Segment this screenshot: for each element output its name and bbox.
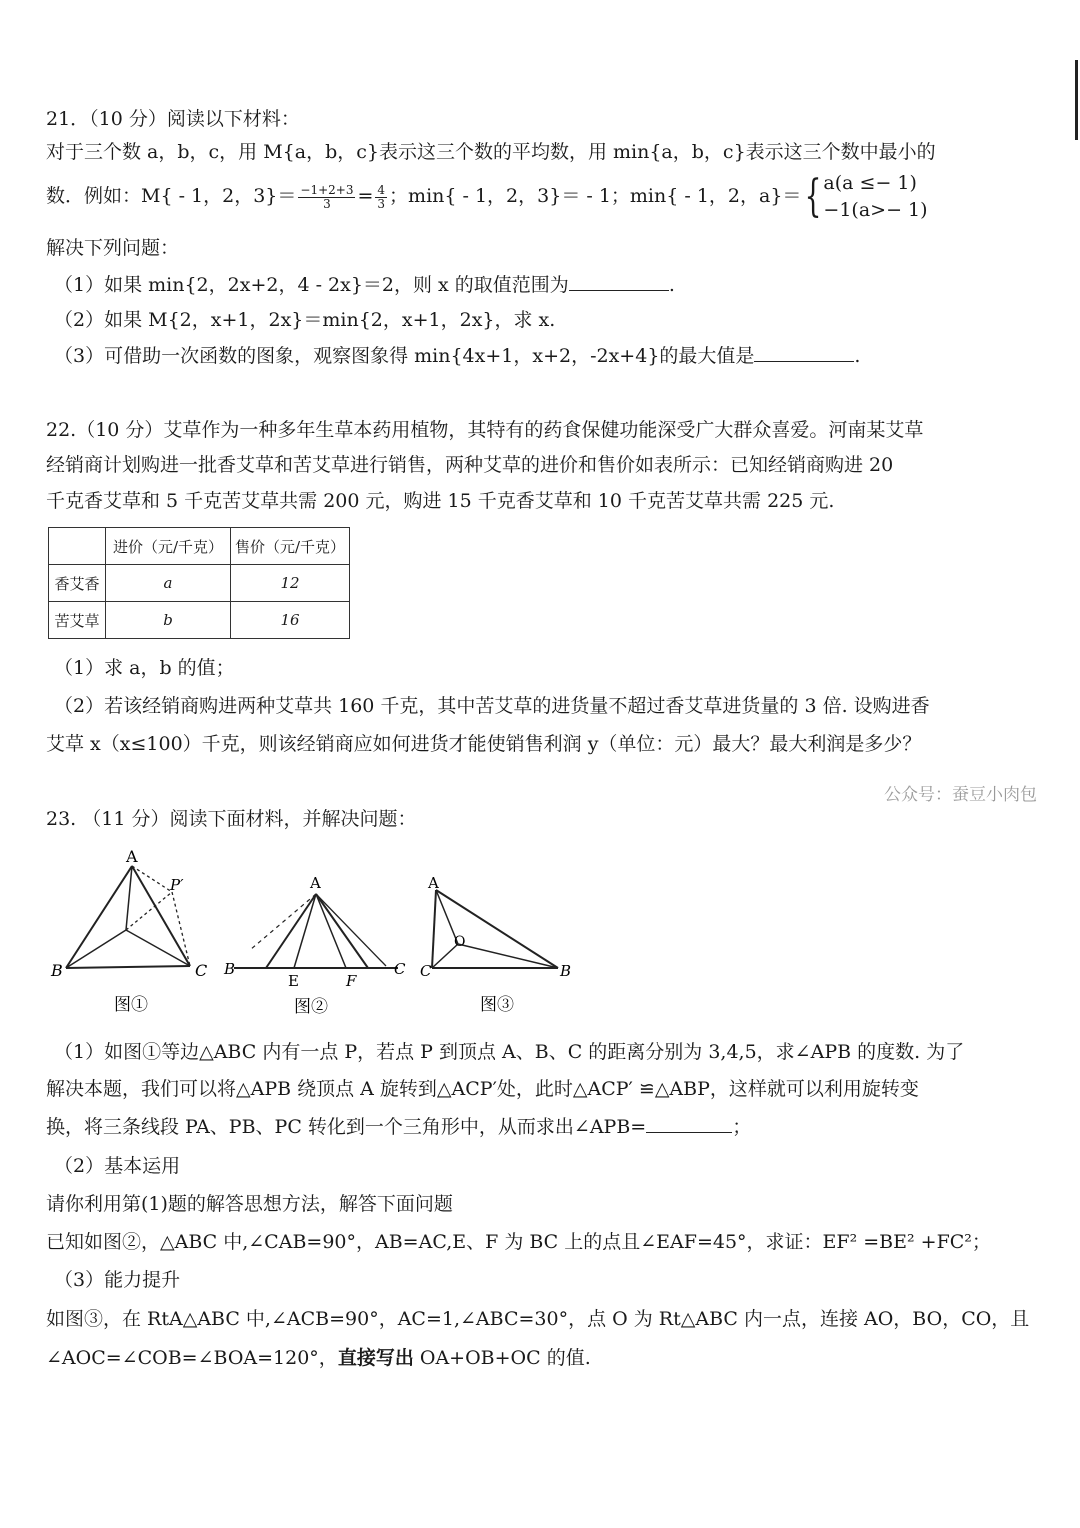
table-header-row: [49, 528, 350, 565]
q22-line1: 22.（10 分）艾草作为一种多年生草本药用植物，其特有的药食保健功能深受广大群众喜爱。河南某艾草: [46, 419, 924, 441]
fraction-numerator: −1+2+3: [300, 182, 354, 197]
fraction-numerator: 4: [377, 182, 386, 197]
fig1-label-p-prime: P′: [170, 876, 184, 894]
fraction-mean: [298, 184, 355, 211]
fig1-label-c: C: [195, 961, 208, 980]
q23-part2-line2: 已知如图②，△ABC 中,∠CAB=90°，AB=AC,E、F 为 BC 上的点且∠EAF=45°，求证：EF² =BE² +FC²；: [46, 1231, 991, 1253]
table-header-cell: 售价（元/千克）: [231, 528, 350, 565]
q23-part1-line1: （1）如图①等边△ABC 内有一点 P，若点 P 到顶点 A、B、C 的距离分别为 3,4,5，求∠APB 的度数. 为了: [54, 1041, 965, 1063]
q21-title: 21．（10 分）阅读以下材料：: [46, 108, 300, 130]
period: .: [854, 345, 861, 367]
fig3-label-o: O: [454, 934, 466, 950]
q21-intro-line1: 对于三个数 a，b，c，用 M{a，b，c}表示这三个数的平均数，用 min{a，b，c}表示这三个数中最小的: [46, 141, 936, 163]
period: .: [668, 274, 675, 296]
table-row: [49, 565, 350, 602]
figure-2: [222, 866, 412, 1016]
fig3-caption: 图③: [480, 995, 514, 1015]
segment-bp: [66, 930, 126, 968]
fraction-denominator: 3: [323, 196, 331, 211]
scan-edge-mark: [1075, 60, 1078, 140]
case-2: −1(a>− 1): [823, 199, 928, 221]
left-brace-icon: {: [805, 171, 822, 222]
answer-blank[interactable]: [646, 1114, 732, 1133]
q23-part1-line3: [46, 1114, 751, 1139]
figure-1: [46, 846, 216, 1016]
q21-part1-text: （1）如果 min{2，2x+2，4 - 2x}＝2，则 x 的取值范围为: [54, 274, 569, 296]
q23-part3-line1: 如图③，在 RtA△ABC 中,∠ACB=90°，AC=1,∠ABC=30°，点 O 为 Rt△ABC 内一点，连接 AO，BO，CO，且: [46, 1308, 1030, 1330]
fig2-label-e: E: [288, 972, 299, 990]
table-cell: a: [106, 565, 231, 602]
table-row: [49, 602, 350, 639]
table-cell: 16: [231, 602, 350, 639]
edge-bc: [66, 966, 190, 968]
q23-part3-line2: [46, 1346, 591, 1370]
q22-line3: 千克香艾草和 5 千克苦艾草共需 200 元，购进 15 千克香艾草和 10 千克苦艾草共需 225 元.: [46, 490, 835, 512]
answer-blank[interactable]: [569, 272, 669, 291]
q23-part1-line2: 解决本题，我们可以将△APB 绕顶点 A 旋转到△ACP′处，此时△ACP′ ≌△ABP，这样就可以利用旋转变: [46, 1078, 919, 1100]
table-cell: 12: [231, 565, 350, 602]
fig1-caption: 图①: [114, 995, 148, 1015]
fig2-caption: 图②: [294, 997, 328, 1016]
segment-ap-prime: [132, 866, 172, 892]
equals-sign: =: [357, 185, 374, 207]
watermark: 公众号：蚕豆小肉包: [884, 785, 1037, 805]
case-1: a(a ≤− 1): [823, 172, 917, 194]
table-cell: 苦艾草: [49, 602, 106, 639]
q22-part1: （1）求 a，b 的值；: [54, 657, 235, 679]
edge-ab: [436, 890, 558, 968]
figure-3: [418, 872, 588, 1016]
segment-cp-prime: [172, 892, 190, 966]
q21-part1: [54, 272, 675, 297]
q23-part2-line1: 请你利用第(1)题的解答思想方法，解答下面问题: [46, 1193, 453, 1215]
table-header-cell: 进价（元/千克）: [106, 528, 231, 565]
edge-ac: [432, 890, 436, 968]
q23-part3-heading: （3）能力提升: [54, 1269, 181, 1291]
fig2-label-b: B: [224, 960, 236, 978]
segment-bo: [458, 944, 558, 968]
q23-part2-heading: （2）基本运用: [54, 1155, 181, 1177]
fig3-label-b: B: [560, 962, 572, 980]
edge-ab: [266, 894, 316, 968]
edge-ab: [66, 866, 132, 968]
q21-part3-text: （3）可借助一次函数的图象，观察图象得 min{4x+1，x+2，-2x+4}的最大值是: [54, 345, 755, 367]
table-cell: b: [106, 602, 231, 639]
q21-part3: [54, 343, 860, 368]
q21-part2: （2）如果 M{2，x+1，2x}＝min{2，x+1，2x}，求 x.: [54, 309, 556, 331]
fig1-label-b: B: [51, 961, 63, 980]
fraction-denominator: 3: [377, 196, 386, 211]
table-header-cell: [49, 528, 106, 565]
q21-solve-heading: 解决下列问题：: [46, 237, 180, 259]
q22-part2-line2: 艾草 x（x≤100）千克，则该经销商应如何进货才能使销售利润 y（单位：元）最大？最大利润是多少？: [46, 733, 922, 755]
q23-part3-ask: OA+OB+OC 的值.: [413, 1347, 591, 1369]
q21-example-prefix: 数．例如：M{ - 1，2，3}＝: [46, 185, 297, 207]
fraction-result: [375, 184, 387, 211]
price-table: [48, 527, 350, 639]
q21-intro-line2: [46, 168, 928, 224]
q21-example-mid: ；min{ - 1，2，3}＝ - 1；min{ - 1，2，a}＝: [389, 185, 802, 207]
q23-part3-angles: ∠AOC=∠COB=∠BOA=120°，: [46, 1347, 338, 1369]
fig2-label-f: F: [346, 972, 357, 990]
fig3-label-c: C: [420, 962, 432, 980]
segment-ae: [294, 894, 316, 968]
segment-ac-ext: [316, 894, 386, 966]
table-cell: 香艾香: [49, 565, 106, 602]
q23-part1-line3-text: 换，将三条线段 PA、PB、PC 转化到一个三角形中，从而求出∠APB=: [46, 1116, 647, 1138]
answer-blank[interactable]: [754, 343, 854, 362]
q22-line2: 经销商计划购进一批香艾草和苦艾草进行销售，两种艾草的进价和售价如表所示：已知经销商购进 20: [46, 454, 894, 476]
fig3-label-a: A: [428, 874, 439, 892]
q23-title: 23. （11 分）阅读下面材料，并解决问题：: [46, 808, 417, 830]
fig2-label-c: C: [394, 960, 406, 978]
q22-part2-line1: （2）若该经销商购进两种艾草共 160 千克，其中苦艾草的进货量不超过香艾草进货量的 3 倍. 设购进香: [54, 695, 930, 717]
fig2-label-a: A: [310, 874, 321, 892]
semicolon: ；: [732, 1116, 752, 1138]
q23-part3-emphasis: 直接写出: [337, 1347, 414, 1369]
fig1-label-a: A: [126, 847, 138, 866]
piecewise-cases: [823, 170, 927, 224]
